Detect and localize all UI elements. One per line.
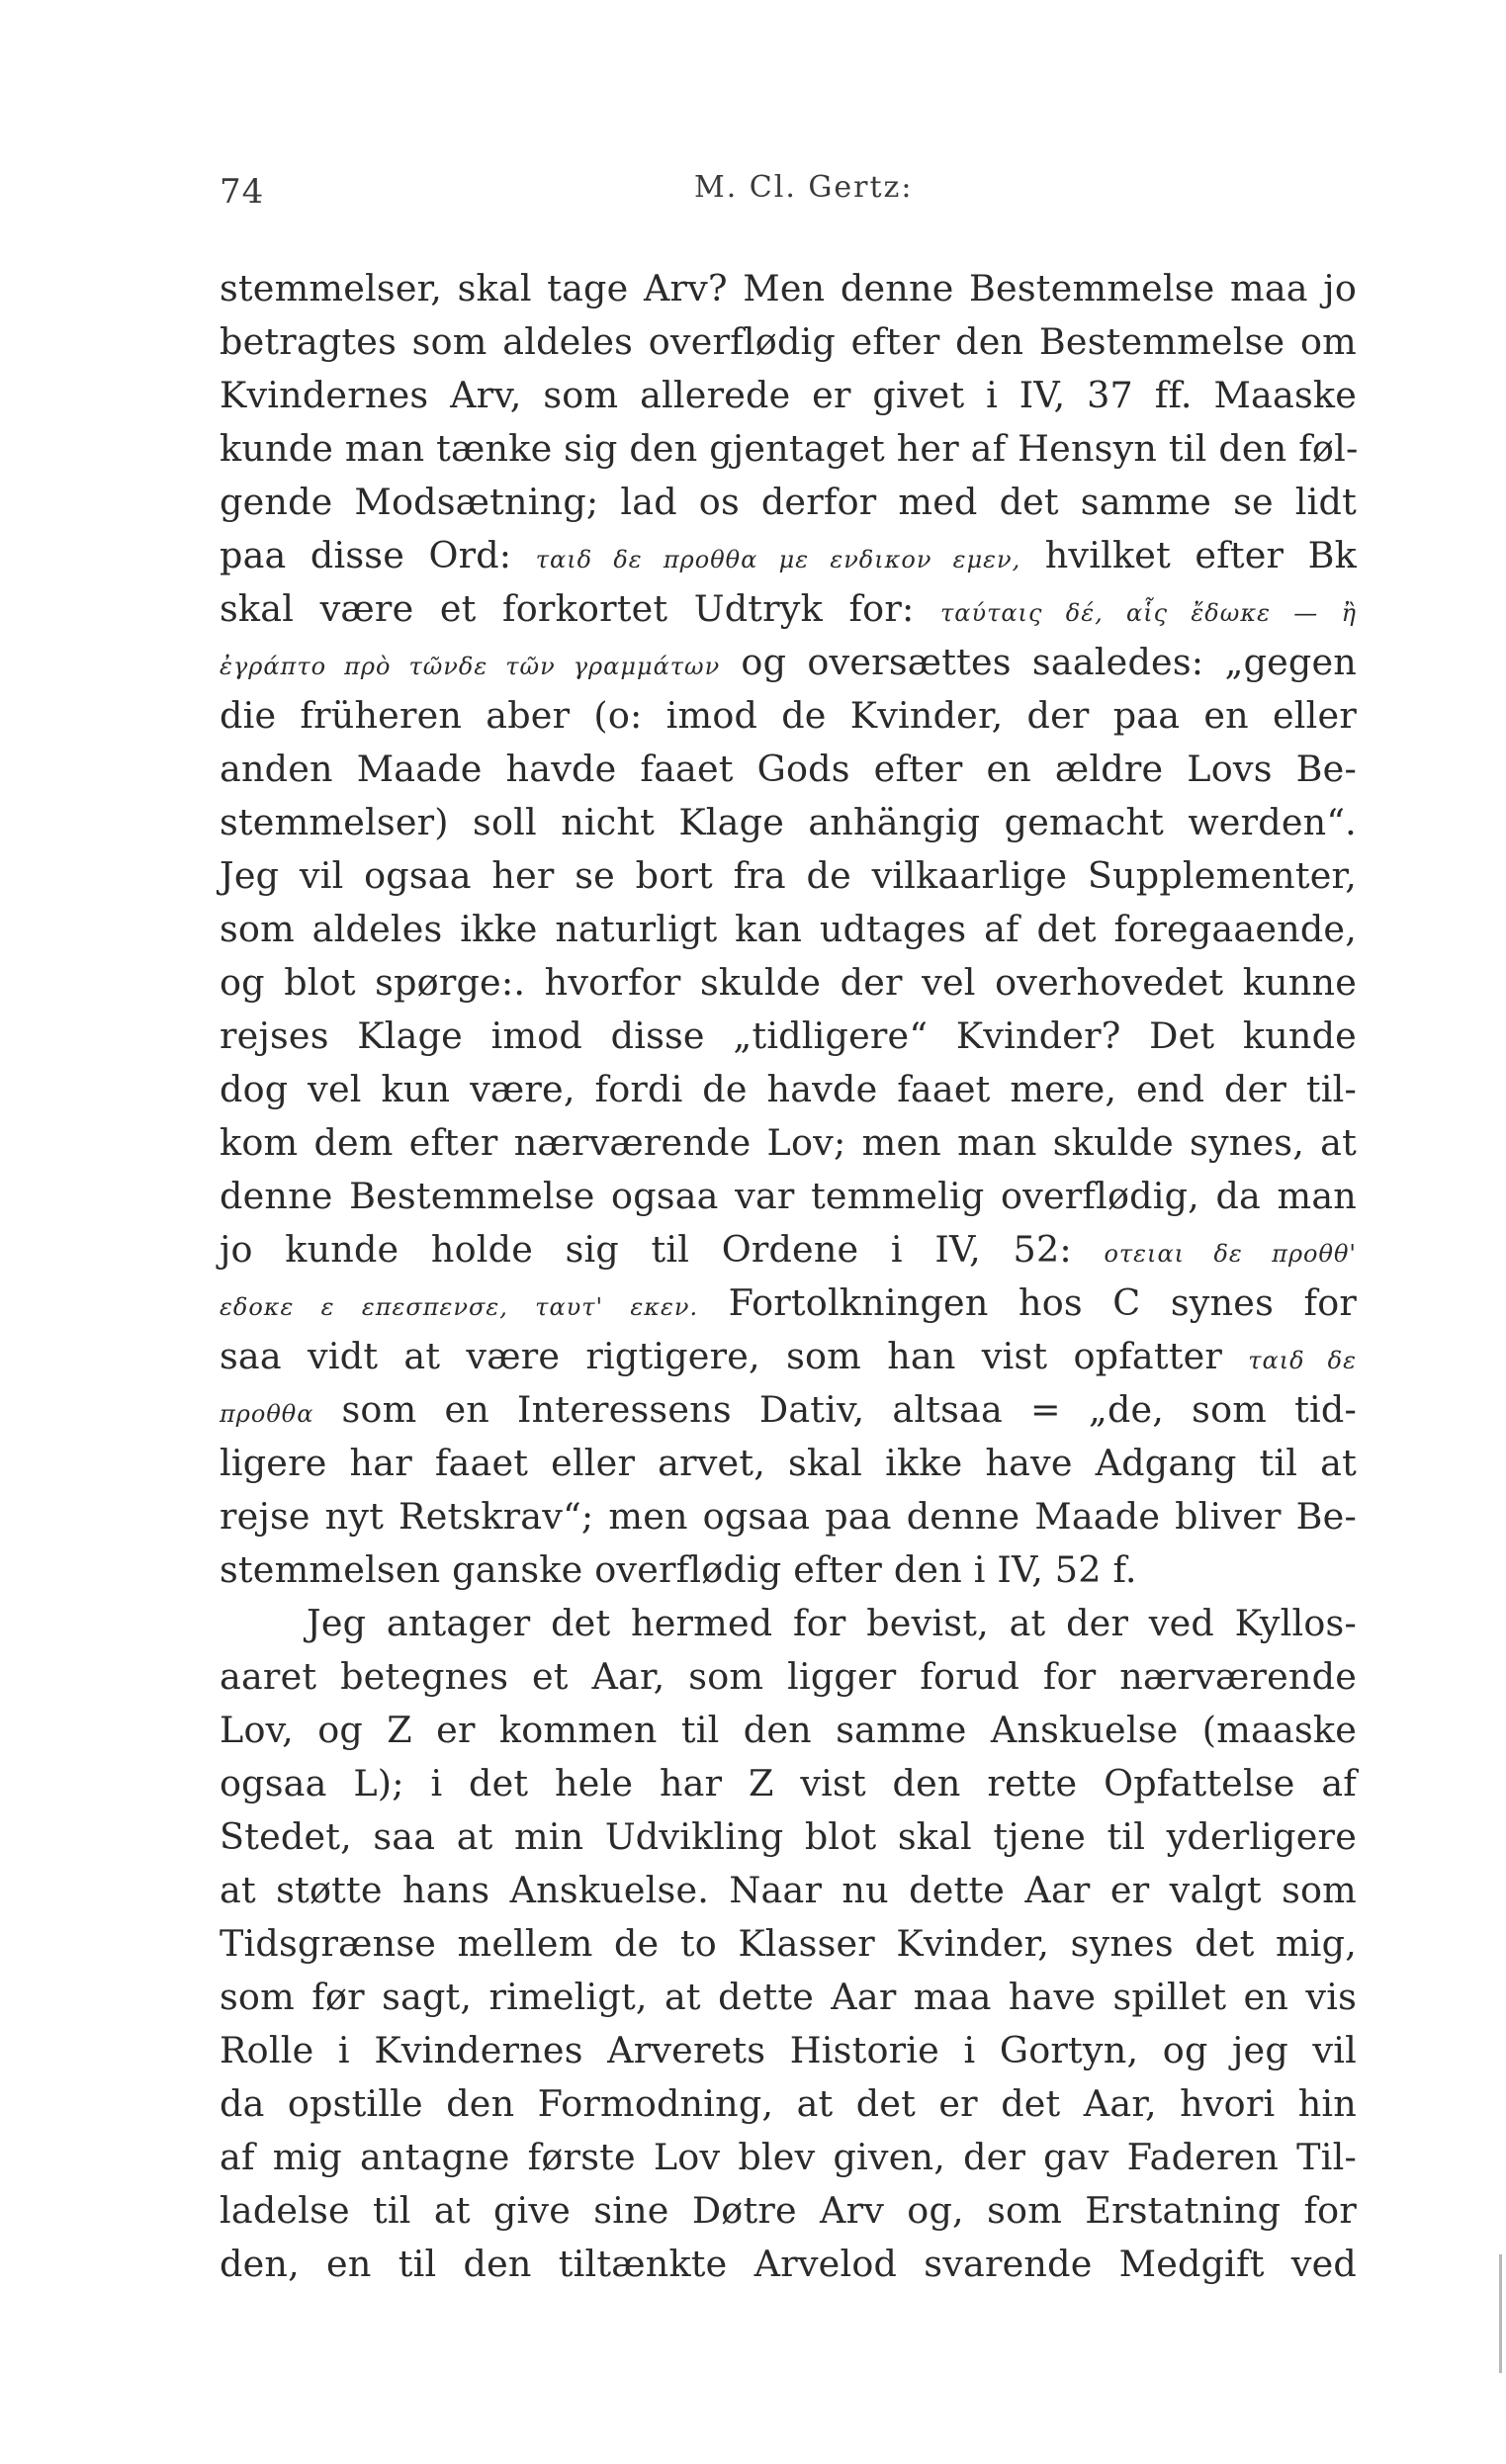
text-line — [220, 1971, 1357, 2024]
line-text: Rolle i Kvindernes Arverets Historie i Gortyn, og jeg vil — [220, 2029, 1357, 2071]
text-line — [220, 1650, 1357, 1704]
scan-edge-mark — [1499, 2254, 1502, 2373]
line-text: den, en til den tiltænkte Arvelod svarende Medgift ved — [220, 2243, 1357, 2285]
text-line — [220, 1010, 1357, 1063]
text-line — [220, 743, 1357, 796]
line-text: Fortolkningen hos C synes for — [698, 1281, 1358, 1324]
text-line — [220, 422, 1357, 476]
text-line — [220, 1330, 1357, 1383]
text-line — [220, 1597, 1357, 1650]
text-line — [220, 689, 1357, 743]
text-line — [220, 1170, 1357, 1223]
line-text: Kvindernes Arv, som allerede er givet i IV, 37 ff. Maaske — [220, 374, 1357, 416]
line-text: og blot spørge:. hvorfor skulde der vel overhovedet kunne — [220, 961, 1357, 1004]
page-header — [220, 166, 1357, 216]
text-line — [220, 1116, 1357, 1170]
line-text: og oversættes saaledes: „gegen — [720, 641, 1358, 683]
text-line — [220, 476, 1357, 529]
greek-quotation: οτειαι δε προθθ' — [1104, 1240, 1358, 1268]
body-text — [220, 262, 1357, 2291]
line-text: Lov, og Z er kommen til den samme Anskuelse (maaske — [220, 1709, 1357, 1751]
line-text: die früheren aber (o: imod de Kvinder, der paa en eller — [220, 694, 1357, 737]
text-line — [220, 796, 1357, 849]
text-line — [220, 2077, 1357, 2131]
line-text: jo kunde holde sig til Ordene i IV, 52: — [220, 1228, 1105, 1271]
text-line — [220, 1543, 1357, 1597]
text-line — [220, 2238, 1357, 2291]
text-line — [220, 849, 1357, 903]
line-text: betragtes som aldeles overflødig efter den Bestemmelse om — [220, 320, 1357, 363]
text-line — [220, 1810, 1357, 1864]
text-line — [220, 1757, 1357, 1810]
text-line — [220, 903, 1357, 956]
line-text: gende Modsætning; lad os derfor med det samme se lidt — [220, 481, 1357, 523]
line-text: kunde man tænke sig den gjentaget her af Hensyn til den føl- — [220, 427, 1359, 470]
line-text: ligere har faaet eller arvet, skal ikke have Adgang til at — [220, 1442, 1357, 1484]
text-line — [220, 1383, 1357, 1437]
line-text: kom dem efter nærværende Lov; men man skulde synes, at — [220, 1121, 1357, 1164]
text-line — [220, 2024, 1357, 2077]
text-line — [220, 636, 1357, 689]
text-line — [220, 1490, 1357, 1543]
line-text: da opstille den Formodning, at det er det Aar, hvori hin — [220, 2082, 1357, 2125]
line-text: stemmelser) soll nicht Klage anhängig gemacht werden“. — [220, 801, 1357, 843]
line-text: Stedet, saa at min Udvikling blot skal tjene til yderligere — [220, 1815, 1357, 1858]
text-line — [220, 2131, 1357, 2184]
line-text: Jeg antager det hermed for bevist, at der ved Kyllos- — [307, 1602, 1357, 1644]
text-line — [220, 262, 1357, 315]
greek-quotation: ταιδ δε προθθα με ενδικον εμεν, — [535, 546, 1021, 573]
line-text: af mig antagne første Lov blev given, der gav Faderen Til- — [220, 2136, 1357, 2178]
text-line — [220, 1704, 1357, 1757]
line-text: aaret betegnes et Aar, som ligger forud for nærværende — [220, 1655, 1357, 1698]
text-line — [220, 1917, 1357, 1971]
text-line — [220, 369, 1357, 422]
text-line — [220, 315, 1357, 369]
line-text: dog vel kun være, fordi de havde faaet mere, end der til- — [220, 1068, 1357, 1110]
greek-quotation: ταύταις δέ, αἷς ἔδωκε — ἢ — [940, 599, 1357, 627]
line-text: som aldeles ikke naturligt kan udtages af det foregaaende, — [220, 908, 1357, 950]
text-line — [220, 1437, 1357, 1490]
line-text: ogsaa L); i det hele har Z vist den rette Opfattelse af — [220, 1762, 1357, 1804]
line-text: anden Maade havde faaet Gods efter en ældre Lovs Be- — [220, 748, 1357, 790]
line-text: stemmelser, skal tage Arv? Men denne Bestemmelse maa jo — [220, 267, 1357, 309]
running-head: M. Cl. Gertz: — [694, 170, 914, 205]
line-text: paa disse Ord: — [220, 534, 536, 576]
greek-quotation: ἐγράπτο πρὸ τῶνδε τῶν γραμμάτων — [220, 653, 721, 680]
greek-quotation: προθθα — [220, 1400, 314, 1428]
line-text: skal være et forkortet Udtryk for: — [220, 587, 940, 630]
text-line — [220, 1223, 1357, 1276]
line-text: rejses Klage imod disse „tidligere“ Kvinder? Det kunde — [220, 1014, 1357, 1057]
line-text: at støtte hans Anskuelse. Naar nu dette Aar er valgt som — [220, 1869, 1357, 1911]
line-text: som før sagt, rimeligt, at dette Aar maa have spillet en vis — [220, 1976, 1357, 2018]
greek-quotation: ταιδ δε — [1248, 1347, 1357, 1374]
greek-quotation: εδοκε ε επεσπενσε, ταυτ' εκεν. — [220, 1293, 699, 1321]
text-line — [220, 529, 1357, 582]
line-text: rejse nyt Retskrav“; men ogsaa paa denne Maade bliver Be- — [220, 1495, 1357, 1538]
line-text: stemmelsen ganske overflødig efter den i IV, 52 f. — [220, 1548, 1137, 1591]
text-line — [220, 582, 1357, 636]
line-text: saa vidt at være rigtigere, som han vist opfatter — [220, 1335, 1249, 1377]
text-line — [220, 956, 1357, 1010]
line-text: denne Bestemmelse ogsaa var temmelig overflødig, da man — [220, 1175, 1357, 1217]
page-number: 74 — [220, 172, 265, 212]
line-text: som en Interessens Dativ, altsaa = „de, som tid- — [313, 1388, 1357, 1431]
text-line — [220, 1864, 1357, 1917]
text-line — [220, 1276, 1357, 1330]
line-text: Tidsgrænse mellem de to Klasser Kvinder, synes det mig, — [220, 1922, 1357, 1965]
line-text: hvilket efter Bk — [1020, 534, 1357, 576]
text-line — [220, 2184, 1357, 2238]
line-text: Jeg vil ogsaa her se bort fra de vilkaarlige Supplementer, — [220, 854, 1357, 897]
text-line — [220, 1063, 1357, 1116]
line-text: ladelse til at give sine Døtre Arv og, som Erstatning for — [220, 2189, 1357, 2232]
